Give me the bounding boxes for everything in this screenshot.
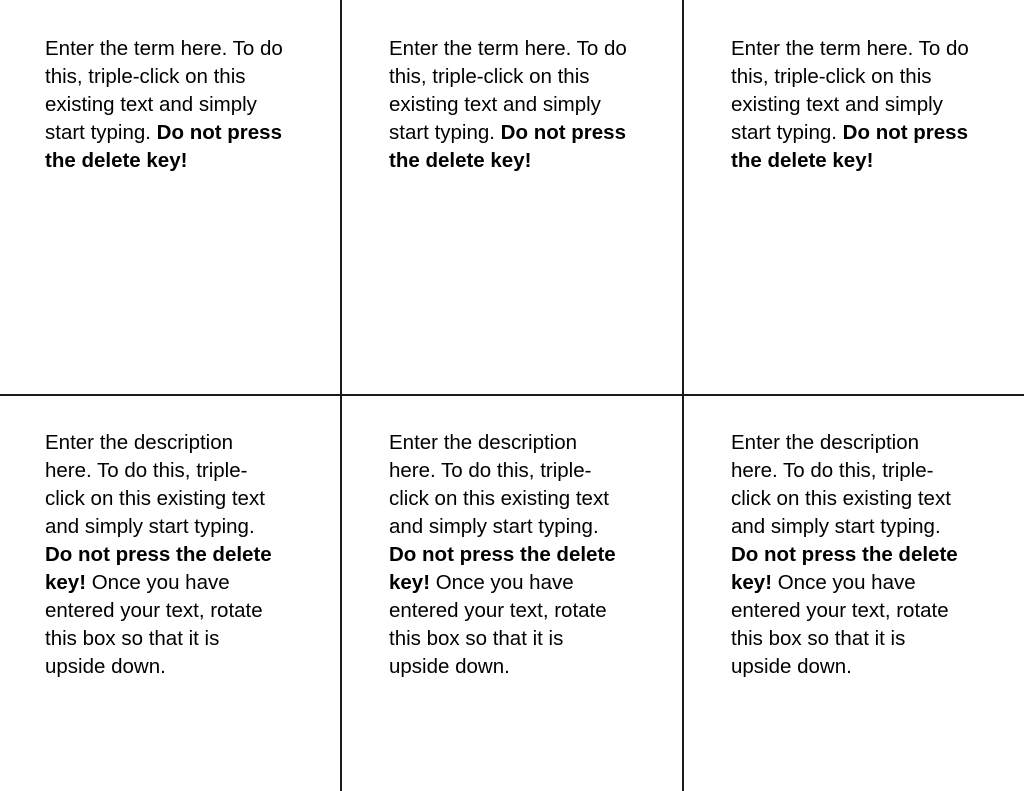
warning-text: Do not press the delete key! — [389, 121, 626, 172]
term-text-box-2[interactable] — [389, 35, 634, 175]
warning-text: Do not press the delete key! — [45, 543, 272, 594]
description-text-box-3[interactable] — [731, 429, 971, 681]
instruction-text: Enter the description here. To do this, triple-click on this existing text and simply start typing. — [389, 431, 609, 538]
warning-text: Do not press the delete key! — [45, 121, 282, 172]
instruction-text: Once you have entered your text, rotate this box so that it is upside down. — [731, 571, 949, 678]
description-card-2[interactable] — [342, 396, 682, 791]
instruction-text: Once you have entered your text, rotate this box so that it is upside down. — [389, 571, 607, 678]
term-card-1[interactable] — [0, 0, 340, 394]
term-text-box-3[interactable] — [731, 35, 976, 175]
instruction-text: Enter the description here. To do this, triple-click on this existing text and simply start typing. — [45, 431, 265, 538]
warning-text: Do not press the delete key! — [389, 543, 616, 594]
term-card-2[interactable] — [342, 0, 682, 394]
instruction-text: Enter the term here. To do this, triple-click on this existing text and simply start typing. — [731, 37, 969, 144]
term-card-3[interactable] — [684, 0, 1024, 394]
instruction-text: Enter the term here. To do this, triple-click on this existing text and simply start typing. — [389, 37, 627, 144]
description-text-box-2[interactable] — [389, 429, 629, 681]
term-text-box-1[interactable] — [45, 35, 290, 175]
warning-text: Do not press the delete key! — [731, 121, 968, 172]
instruction-text: Enter the description here. To do this, triple-click on this existing text and simply start typing. — [731, 431, 951, 538]
description-text-box-1[interactable] — [45, 429, 285, 681]
instruction-text: Once you have entered your text, rotate this box so that it is upside down. — [45, 571, 263, 678]
instruction-text: Enter the term here. To do this, triple-click on this existing text and simply start typing. — [45, 37, 283, 144]
description-card-3[interactable] — [684, 396, 1024, 791]
description-card-1[interactable] — [0, 396, 340, 791]
warning-text: Do not press the delete key! — [731, 543, 958, 594]
